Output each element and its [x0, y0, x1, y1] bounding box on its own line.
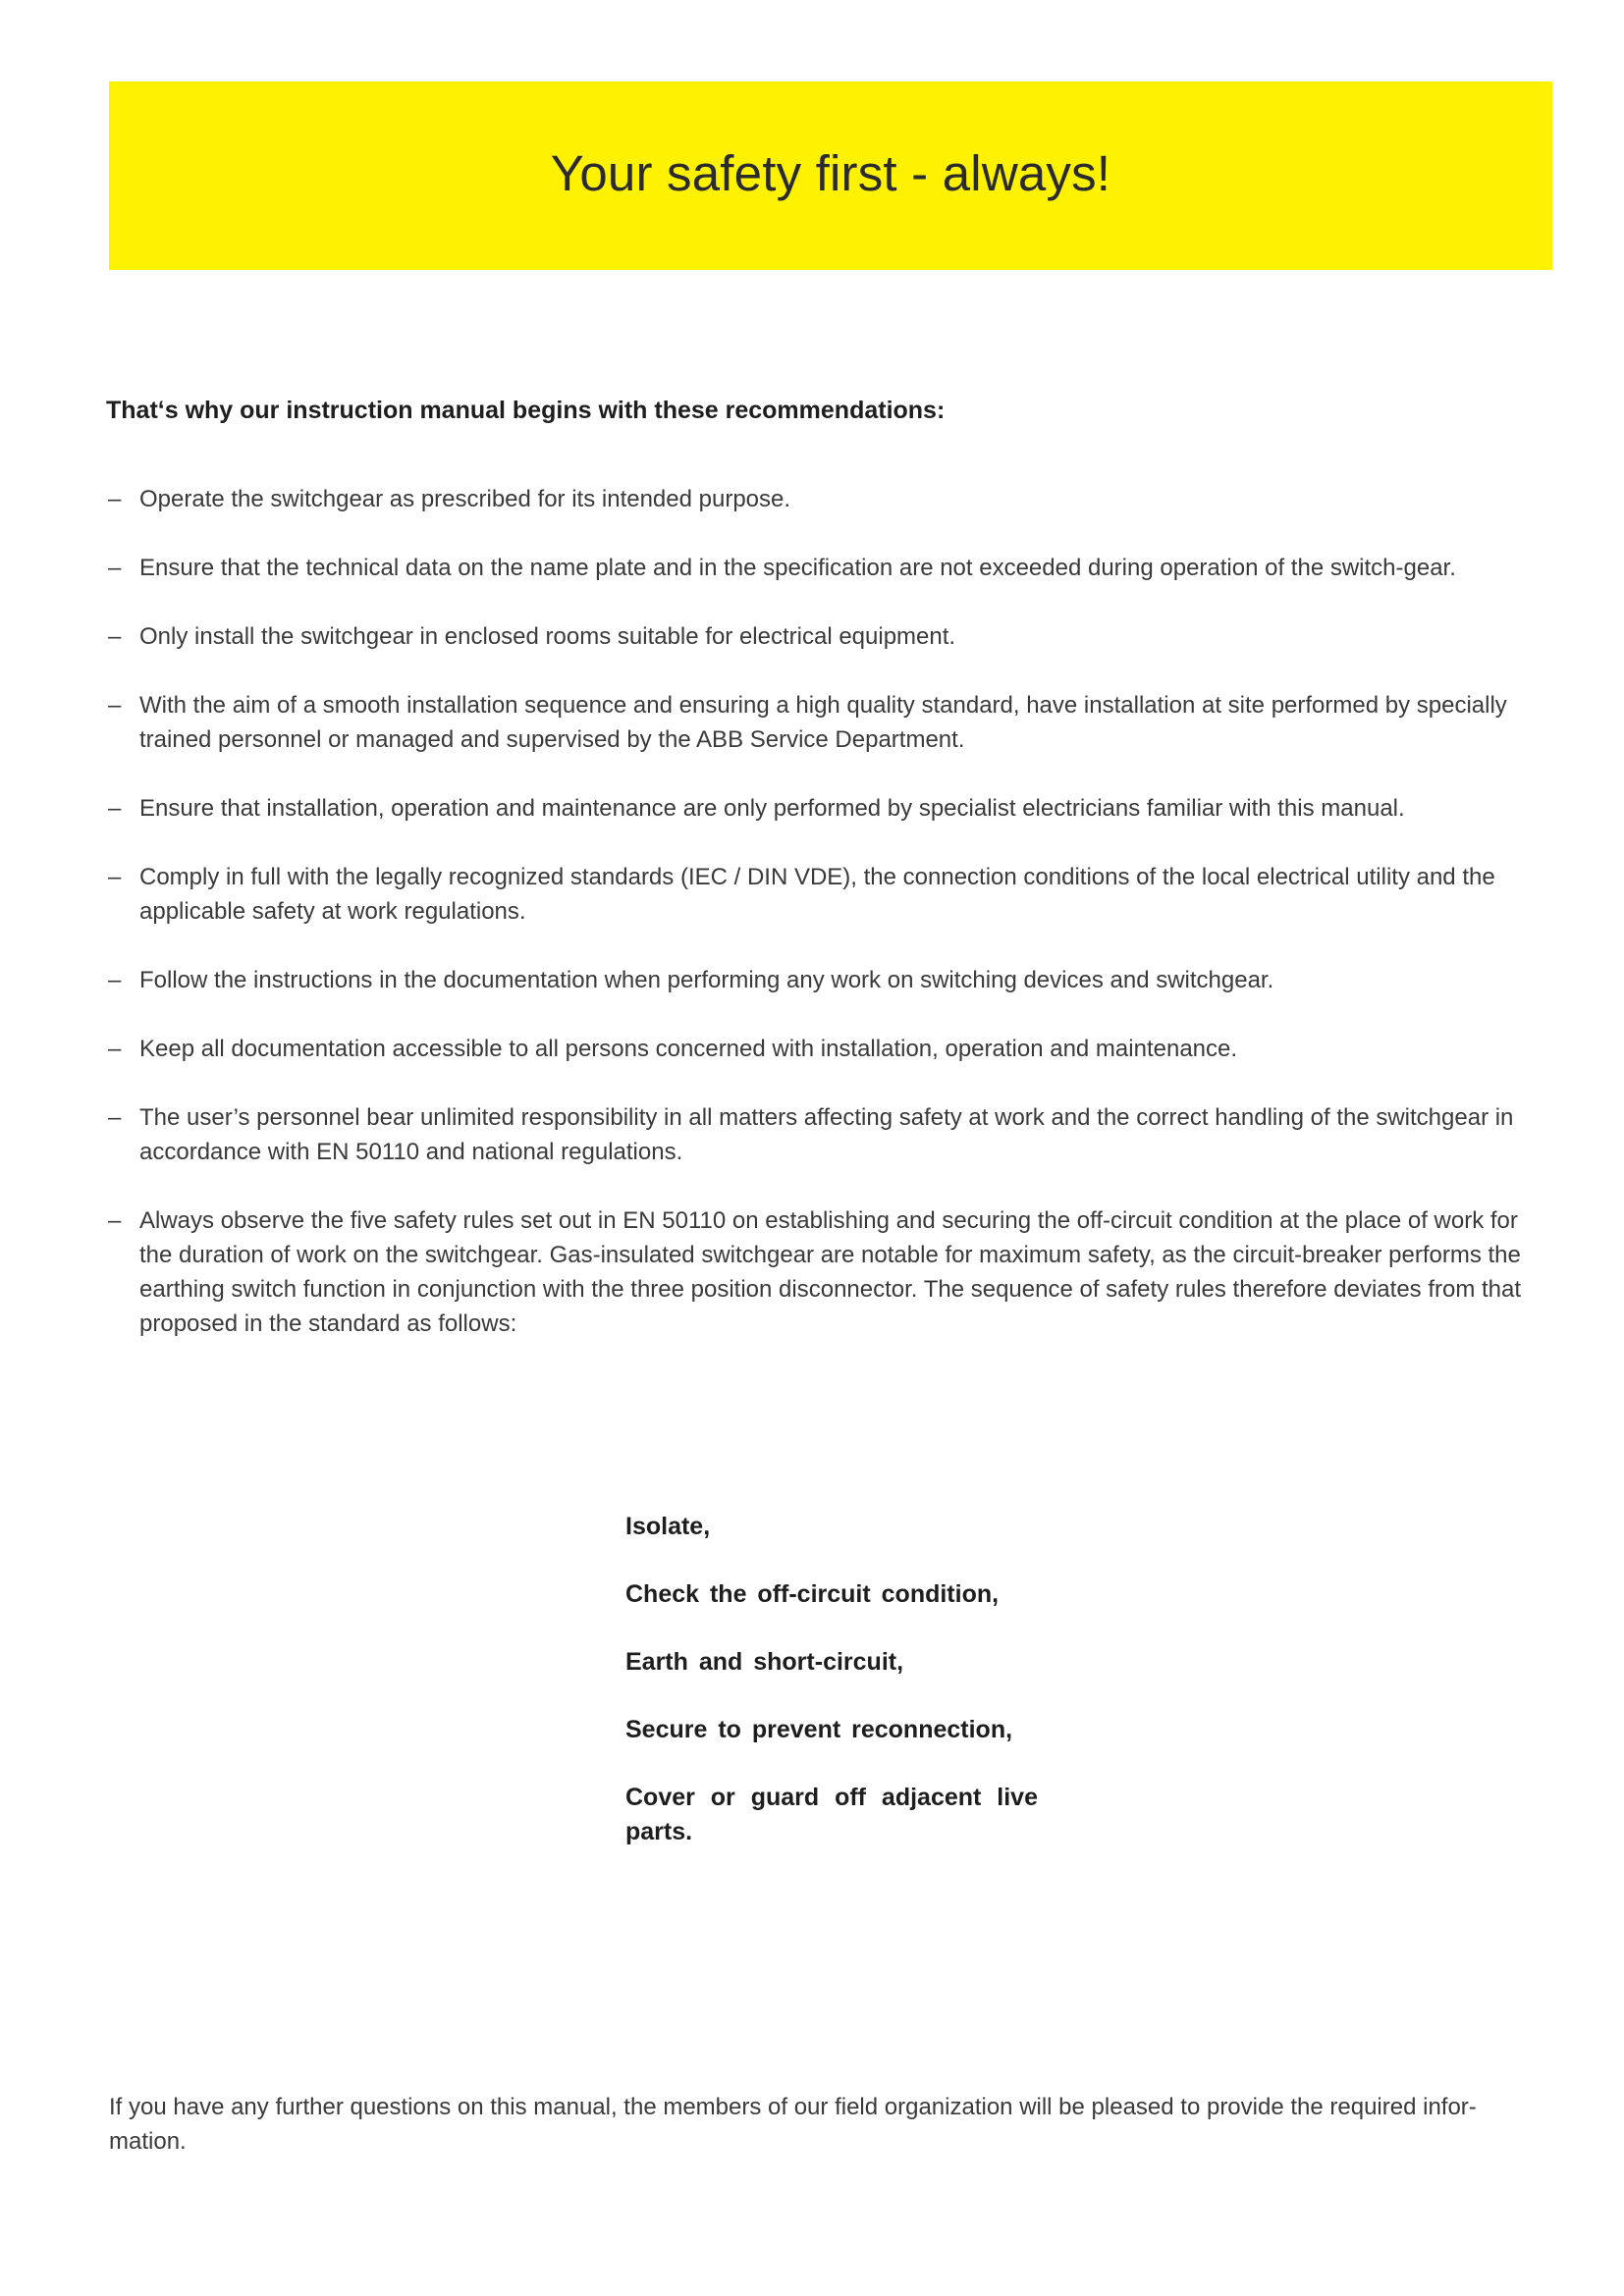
- safety-rule: Secure to prevent reconnection,: [625, 1716, 1013, 1743]
- recommendation-text: Ensure that installation, operation and maintenance are only performed by specialist electricians familiar with this manual.: [139, 795, 1405, 822]
- dash-bullet: –: [108, 623, 122, 650]
- recommendation-item: [106, 482, 1551, 516]
- page-title: Your safety first - always!: [550, 144, 1111, 201]
- dash-bullet: –: [108, 795, 122, 822]
- dash-bullet: –: [108, 692, 122, 719]
- recommendation-item: [106, 963, 1551, 997]
- recommendation-text: Always observe the five safety rules set out in EN 50110 on establishing and securing the off-circuit condition at the place of work for the duration of work on the switchgear. Gas-insulated switchgear are notable for maximum safety, as the circuit-breaker performs the earthing switch function in conjunction with the three position disconnector. The sequence of safety rules therefore deviates from that proposed in the standard as follows:: [139, 1207, 1522, 1337]
- dash-bullet: –: [108, 1104, 122, 1131]
- recommendation-text: Ensure that the technical data on the name plate and in the specification are not exceeded during operation of the switch-gear.: [139, 555, 1456, 581]
- title-banner: [109, 81, 1552, 270]
- recommendation-item: [106, 860, 1551, 929]
- safety-rule: Earth and short-circuit,: [625, 1648, 904, 1676]
- recommendation-item: [106, 551, 1551, 585]
- recommendation-text: Operate the switchgear as prescribed for its intended purpose.: [139, 486, 791, 512]
- recommendation-item: [106, 1100, 1551, 1169]
- dash-bullet: –: [108, 864, 122, 890]
- recommendation-item: [106, 1032, 1551, 1066]
- intro-heading: That‘s why our instruction manual begins with these recommendations:: [106, 397, 946, 424]
- recommendation-item: [106, 619, 1551, 654]
- recommendation-text: Keep all documentation accessible to all persons concerned with installation, operation and maintenance.: [139, 1036, 1238, 1062]
- five-safety-rules-list: [625, 1510, 1038, 1883]
- recommendation-text: Comply in full with the legally recognized standards (IEC / DIN VDE), the connection conditions of the local electrical utility and the applicable safety at work regulations.: [139, 864, 1495, 925]
- recommendation-text: Only install the switchgear in enclosed rooms suitable for electrical equipment.: [139, 623, 956, 650]
- recommendation-item: [106, 688, 1551, 757]
- dash-bullet: –: [108, 967, 122, 993]
- safety-rule: Check the off-circuit condition,: [625, 1580, 1000, 1608]
- dash-bullet: –: [108, 1036, 122, 1062]
- recommendations-list: [106, 482, 1551, 1375]
- dash-bullet: –: [108, 486, 122, 512]
- safety-rule: Isolate,: [625, 1513, 711, 1540]
- safety-rule: Cover or guard off adjacent live parts.: [625, 1784, 1038, 1845]
- recommendation-item: [106, 791, 1551, 826]
- closing-note: If you have any further questions on this manual, the members of our field organization will be pleased to provide the required infor-mation.: [109, 2094, 1477, 2155]
- dash-bullet: –: [108, 555, 122, 581]
- recommendation-text: With the aim of a smooth installation sequence and ensuring a high quality standard, have installation at site performed by specially trained personnel or managed and supervised by the ABB Service Department.: [139, 692, 1507, 753]
- recommendation-text: Follow the instructions in the documentation when performing any work on switching devices and switchgear.: [139, 967, 1274, 993]
- recommendation-item: [106, 1203, 1551, 1341]
- dash-bullet: –: [108, 1207, 122, 1234]
- recommendation-text: The user’s personnel bear unlimited responsibility in all matters affecting safety at work and the correct handling of the switchgear in accordance with EN 50110 and national regulations.: [139, 1104, 1514, 1165]
